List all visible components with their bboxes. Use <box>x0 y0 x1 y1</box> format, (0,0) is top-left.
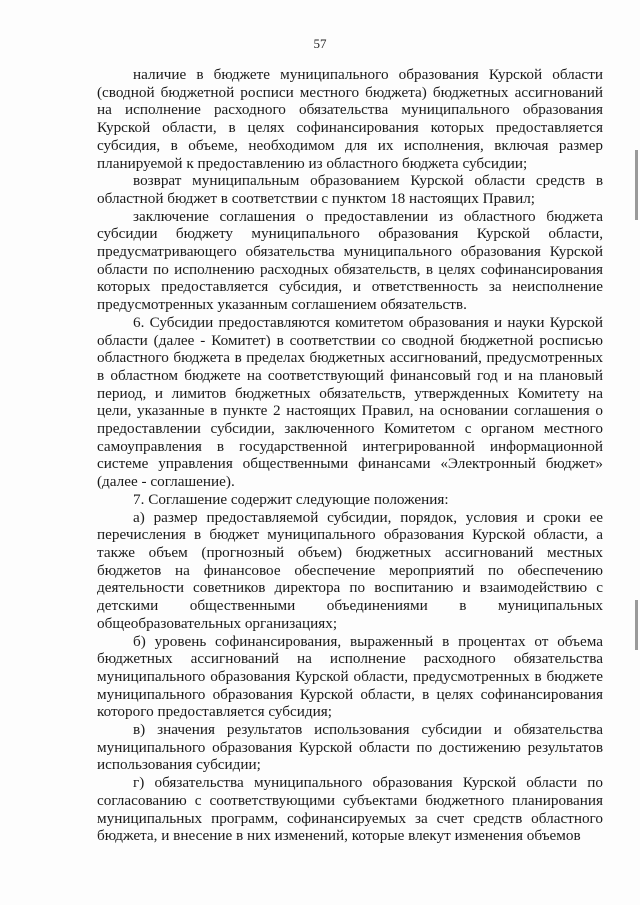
paragraph-funds-return: возврат муниципальным образованием Курской области средств в областной бюджет в соответствии с пунктом 18 настоящих Правил; <box>97 172 603 207</box>
scan-edge-mark <box>635 600 638 650</box>
scan-edge-mark <box>635 150 638 220</box>
paragraph-item-6: 6. Субсидии предоставляются комитетом образования и науки Курской области (далее - Комитет) в соответствии со сводной бюджетной росписью областного бюджета в пределах бюджетных ассигнований, предусмотренных в областном бюджете на соответствующий финансовый год и на плановый период, и лимитов бюджетных обязательств, утвержденных Комитету на цели, указанные в пункте 2 настоящих Правил, на основании соглашения о предоставлении субсидии, заключенного Комитетом с органом местного самоуправления в государственной интегрированной информационной системе управления общественными финансами «Электронный бюджет» (далее - соглашение). <box>97 313 603 491</box>
paragraph-item-7g: г) обязательства муниципального образования Курской области по согласованию с соответствующими субъектами бюджетного планирования муниципальных программ, софинансируемых за счет средств областного бюджета, и внесение в них изменений, которые влекут изменения объемов <box>97 774 603 845</box>
paragraph-item-7a: а) размер предоставляемой субсидии, порядок, условия и сроки ее перечисления в бюджет муниципального образования Курской области, а также объем (прогнозный объем) бюджетных ассигнований местных бюджетов на финансовое обеспечение мероприятий по обеспечению деятельности советников директора по воспитанию и взаимодействию с детскими общественными объединениями в муниципальных общеобразовательных организациях; <box>97 508 603 632</box>
page-number: 57 <box>313 36 327 51</box>
document-body <box>97 66 603 845</box>
paragraph-budget-availability: наличие в бюджете муниципального образования Курской области (сводной бюджетной росписи местного бюджета) бюджетных ассигнований на исполнение расходного обязательства муниципального образования Курской области, в целях софинансирования которых предоставляется субсидия, в объеме, необходимом для их исполнения, включая размер планируемой к предоставлению из областного бюджета субсидии; <box>97 66 603 172</box>
paragraph-item-7v: в) значения результатов использования субсидии и обязательства муниципального образования Курской области по достижению результатов использования субсидии; <box>97 721 603 774</box>
paragraph-agreement-conclusion: заключение соглашения о предоставлении из областного бюджета субсидии бюджету муниципального образования Курской области, предусматривающего обязательства муниципального образования Курской области по исполнению расходных обязательств, в целях софинансирования которых предоставляется субсидия, и ответственность за неисполнение предусмотренных указанным соглашением обязательств. <box>97 207 603 314</box>
paragraph-item-7: 7. Соглашение содержит следующие положения: <box>133 490 449 508</box>
paragraph-item-7b: б) уровень софинансирования, выраженный в процентах от объема бюджетных ассигнований на исполнение расходного обязательства муниципального образования Курской области, предусмотренных в бюджете муниципального образования Курской области, в целях софинансирования которого предоставляется субсидия; <box>97 632 603 721</box>
